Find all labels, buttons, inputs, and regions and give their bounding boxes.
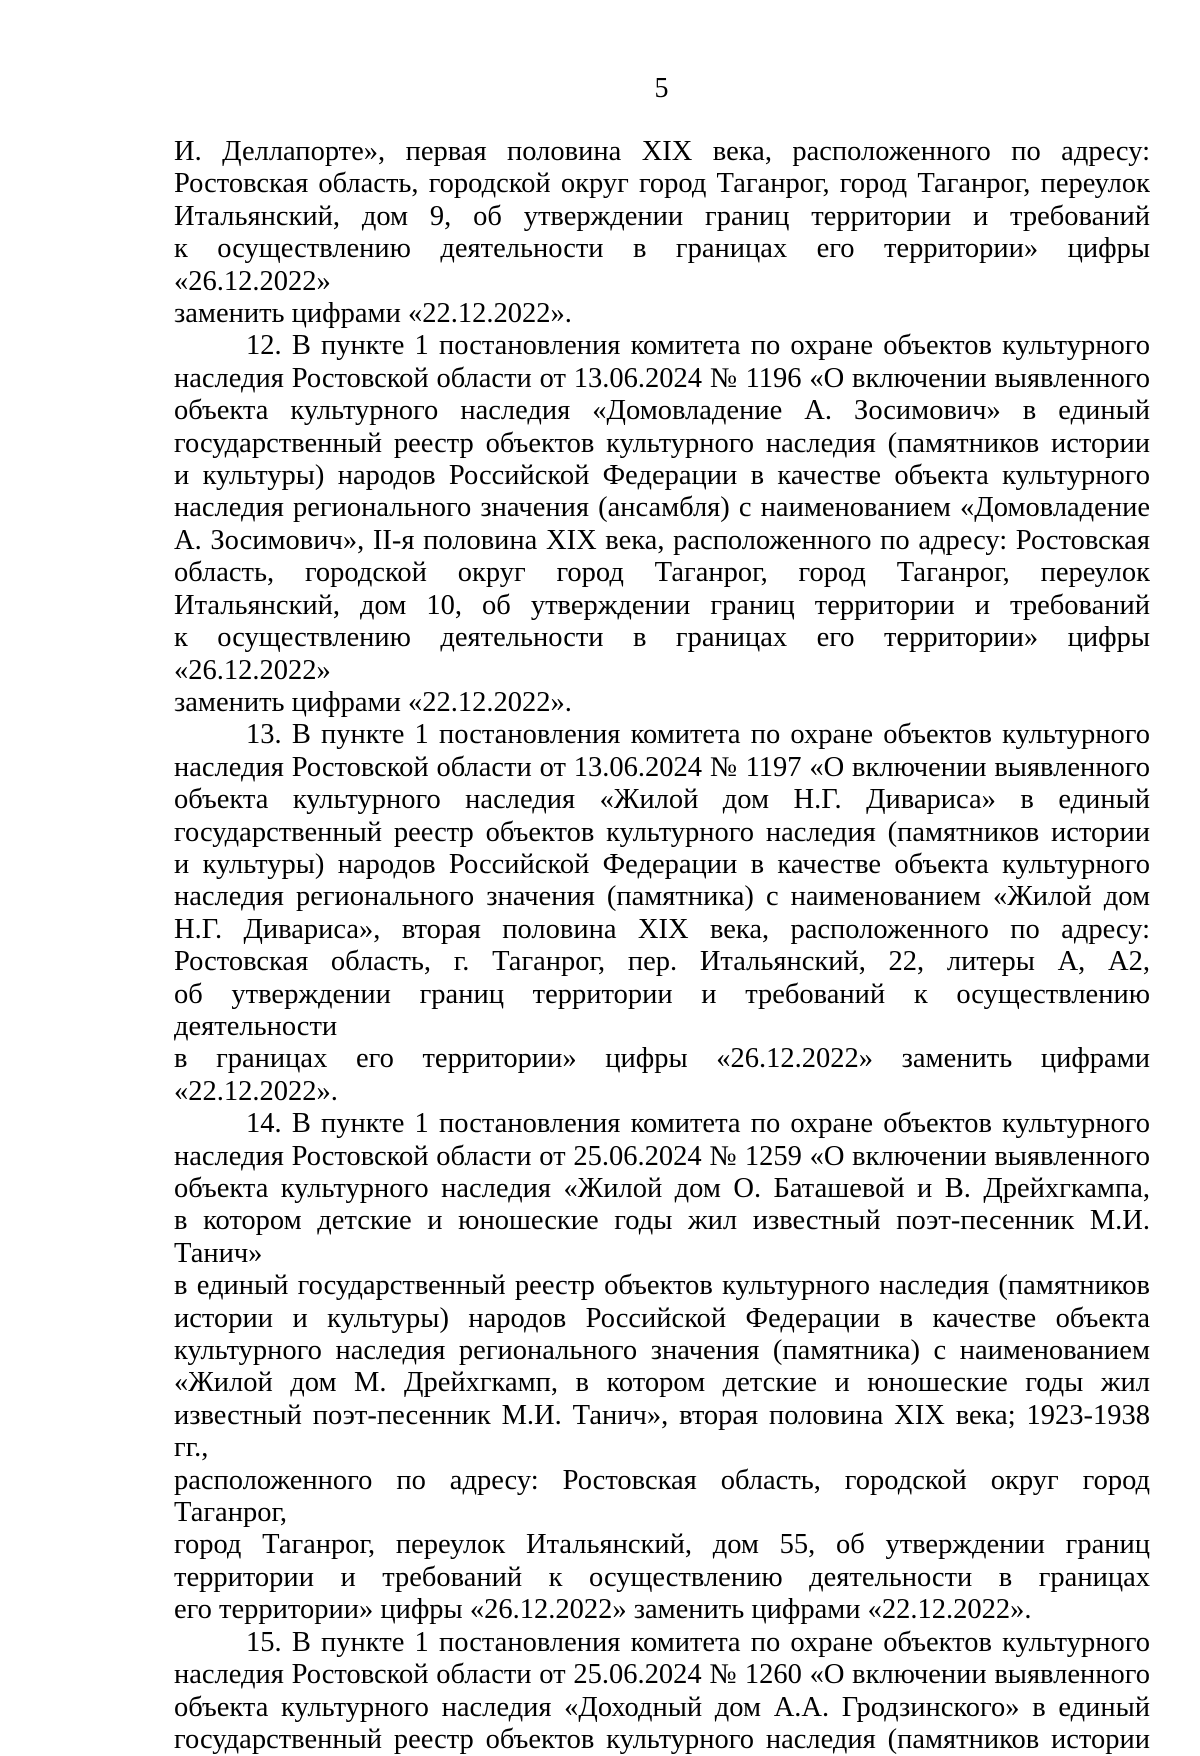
text-line: государственный реестр объектов культурного наследия (памятников истории — [174, 427, 1150, 459]
text-line: И. Деллапорте», первая половина XIX века, расположенного по адресу: — [174, 136, 1150, 167]
text-line: к осуществлению деятельности в границах его территории» цифры «26.12.2022» — [174, 622, 1150, 686]
text-line: и культуры) народов Российской Федерации в качестве объекта культурного — [174, 848, 1150, 880]
text-line: наследия регионального значения (ансамбля) с наименованием «Домовладение — [174, 492, 1150, 524]
text-line: наследия Ростовской области от 13.06.2024 № 1196 «О включении выявленного — [174, 362, 1150, 394]
text-line: 14. В пункте 1 постановления комитета по охране объектов культурного — [246, 1108, 1150, 1140]
text-line: город Таганрог, переулок Итальянский, дом 55, об утверждении границ — [174, 1529, 1150, 1561]
text-line: Итальянский, дом 10, об утверждении границ территории и требований — [174, 589, 1150, 621]
text-line: истории и культуры) народов Российской Федерации в качестве объекта — [174, 1302, 1150, 1334]
paragraph-12 — [174, 330, 1150, 719]
text-line: известный поэт-песенник М.И. Танич», вторая половина XIX века; 1923-1938 гг., — [174, 1399, 1150, 1464]
text-line: государственный реестр объектов культурного наследия (памятников истории — [174, 1723, 1150, 1755]
paragraph-13 — [174, 719, 1150, 1108]
text-line: Ростовская область, городской округ город Таганрог, город Таганрог, переулок — [174, 168, 1150, 200]
text-line: культурного наследия регионального значения (памятника) с наименованием — [174, 1335, 1150, 1367]
text-line: «22.12.2022». — [174, 1075, 338, 1107]
text-line: наследия Ростовской области от 25.06.2024 № 1260 «О включении выявленного — [174, 1659, 1150, 1691]
page-number: 5 — [654, 73, 669, 104]
paragraph-15 — [174, 1627, 1150, 1756]
text-line: 13. В пункте 1 постановления комитета по охране объектов культурного — [246, 719, 1150, 751]
text-line: заменить цифрами «22.12.2022». — [174, 298, 572, 330]
text-line: территории и требований к осуществлению деятельности в границах — [174, 1561, 1150, 1593]
text-line: заменить цифрами «22.12.2022». — [174, 686, 572, 718]
paragraph-11-continuation — [174, 136, 1150, 330]
text-line: Н.Г. Дивариса», вторая половина XIX века, расположенного по адресу: — [174, 913, 1150, 945]
text-line: об утверждении границ территории и требований к осуществлению деятельности — [174, 978, 1150, 1042]
text-line: Ростовская область, г. Таганрог, пер. Итальянский, 22, литеры А, А2, — [174, 946, 1150, 978]
text-line: государственный реестр объектов культурного наследия (памятников истории — [174, 816, 1150, 848]
text-line: расположенного по адресу: Ростовская область, городской округ город Таганрог, — [174, 1464, 1150, 1529]
text-line: А. Зосимович», II-я половина XIX века, расположенного по адресу: Ростовская — [174, 524, 1150, 556]
text-line: наследия регионального значения (памятника) с наименованием «Жилой дом — [174, 881, 1150, 913]
text-line: наследия Ростовской области от 13.06.2024 № 1197 «О включении выявленного — [174, 751, 1150, 783]
text-line: 12. В пункте 1 постановления комитета по охране объектов культурного — [246, 330, 1150, 362]
document-body — [174, 136, 1150, 1756]
text-line: в границах его территории» цифры «26.12.2022» заменить цифрами — [174, 1043, 1150, 1075]
text-line: 15. В пункте 1 постановления комитета по охране объектов культурного — [246, 1626, 1150, 1658]
text-line: в единый государственный реестр объектов культурного наследия (памятников — [174, 1270, 1150, 1302]
text-line: объекта культурного наследия «Домовладение А. Зосимович» в единый — [174, 395, 1150, 427]
text-line: область, городской округ город Таганрог, город Таганрог, переулок — [174, 557, 1150, 589]
text-line: объекта культурного наследия «Доходный дом А.А. Гродзинского» в единый — [174, 1691, 1150, 1723]
text-line: Итальянский, дом 9, об утверждении границ территории и требований — [174, 200, 1150, 232]
text-line: объекта культурного наследия «Жилой дом Н.Г. Дивариса» в единый — [174, 784, 1150, 816]
paragraph-14 — [174, 1108, 1150, 1627]
text-line: к осуществлению деятельности в границах его территории» цифры «26.12.2022» — [174, 233, 1150, 297]
text-line: в котором детские и юношеские годы жил известный поэт-песенник М.И. Танич» — [174, 1205, 1150, 1269]
text-line: его территории» цифры «26.12.2022» заменить цифрами «22.12.2022». — [174, 1594, 1032, 1626]
text-line: «Жилой дом М. Дрейхгкамп, в котором детские и юношеские годы жил — [174, 1367, 1150, 1399]
text-line: наследия Ростовской области от 25.06.2024 № 1259 «О включении выявленного — [174, 1140, 1150, 1172]
text-line: и культуры) народов Российской Федерации в качестве объекта культурного — [174, 460, 1150, 492]
text-line: объекта культурного наследия «Жилой дом О. Баташевой и В. Дрейхгкампа, — [174, 1173, 1150, 1204]
